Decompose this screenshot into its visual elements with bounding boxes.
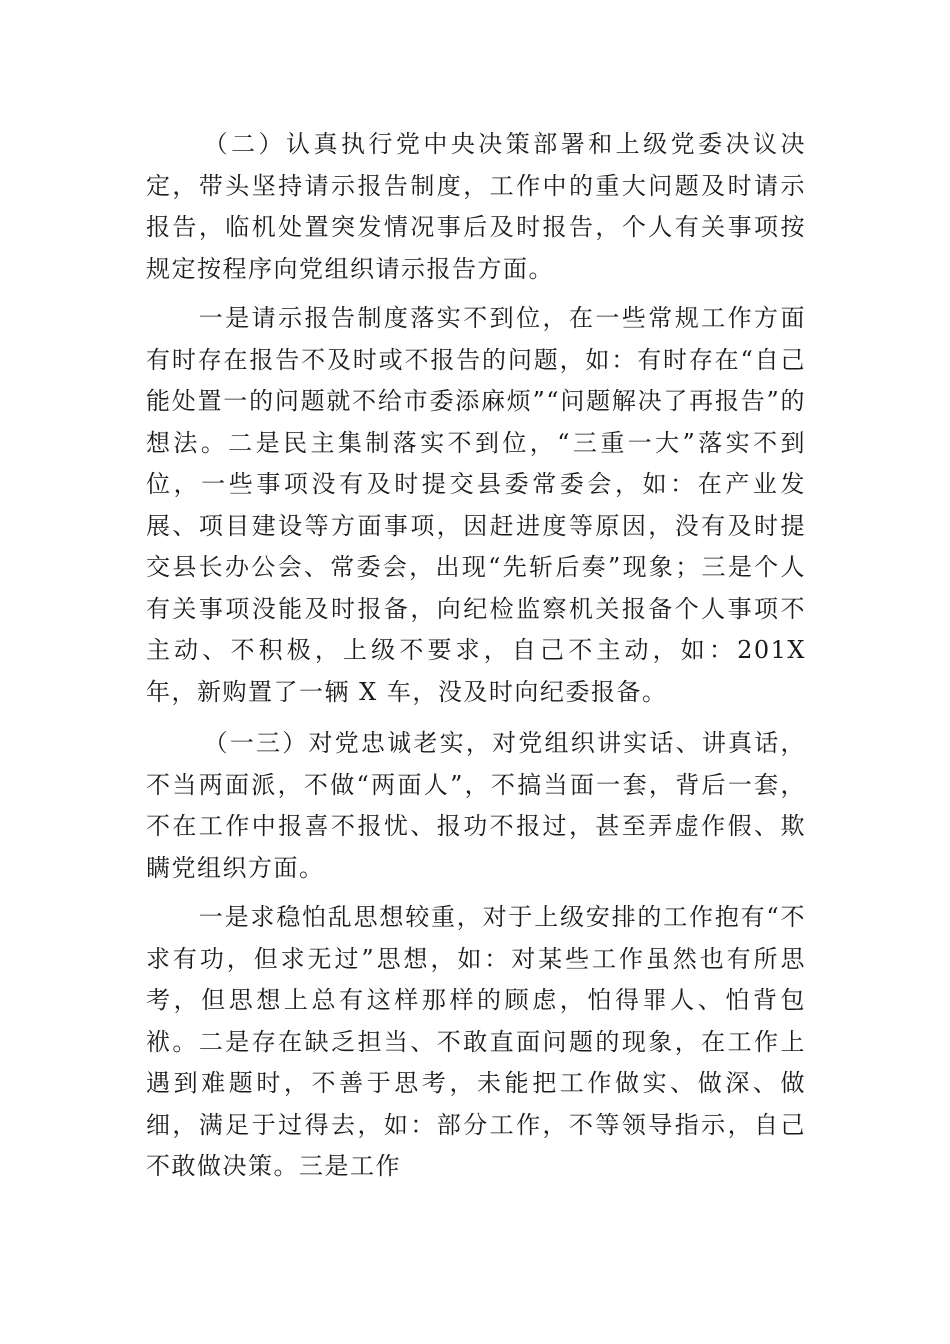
section-3-body: 一是求稳怕乱思想较重，对于上级安排的工作抱有“不求有功，但求无过”思想，如：对某些工作虽然也有所思考，但思想上总有这样那样的顾虑，怕得罪人、怕背包袱。二是存在缺乏担当、不敢直面问题的现象，在工作上遇到难题时，不善于思考，未能把工作做实、做深、做细，满足于过得去，如：部分工作，不等领导指示，自己不敢做决策。三是工作 (146, 903, 806, 1180)
section-3-heading: （一三）对党忠诚老实，对党组织讲实话、讲真话，不当两面派，不做“两面人”，不搞当面一套，背后一套，不在工作中报喜不报忧、报功不报过，甚至弄虚作假、欺瞒党组织方面。 (146, 729, 806, 882)
section-2-heading: （二）认真执行党中央决策部署和上级党委决议决定，带头坚持请示报告制度，工作中的重大问题及时请示报告，临机处置突发情况事后及时报告，个人有关事项按规定按程序向党组织请示报告方面。 (146, 130, 806, 283)
document-page (146, 124, 806, 1188)
section-2-body: 一是请示报告制度落实不到位，在一些常规工作方面有时存在报告不及时或不报告的问题，如：有时存在“自己能处置一的问题就不给市委添麻烦”“问题解决了再报告”的想法。二是民主集制落实不到位，“三重一大”落实不到位，一些事项没有及时提交县委常委会，如：在产业发展、项目建设等方面事项，因赶进度等原因，没有及时提交县长办公会、常委会，出现“先斩后奏”现象；三是个人有关事项没能及时报备，向纪检监察机关报备个人事项不主动、不积极，上级不要求，自己不主动，如：201X 年，新购置了一辆 X 车，没及时向纪委报备。 (146, 304, 806, 706)
